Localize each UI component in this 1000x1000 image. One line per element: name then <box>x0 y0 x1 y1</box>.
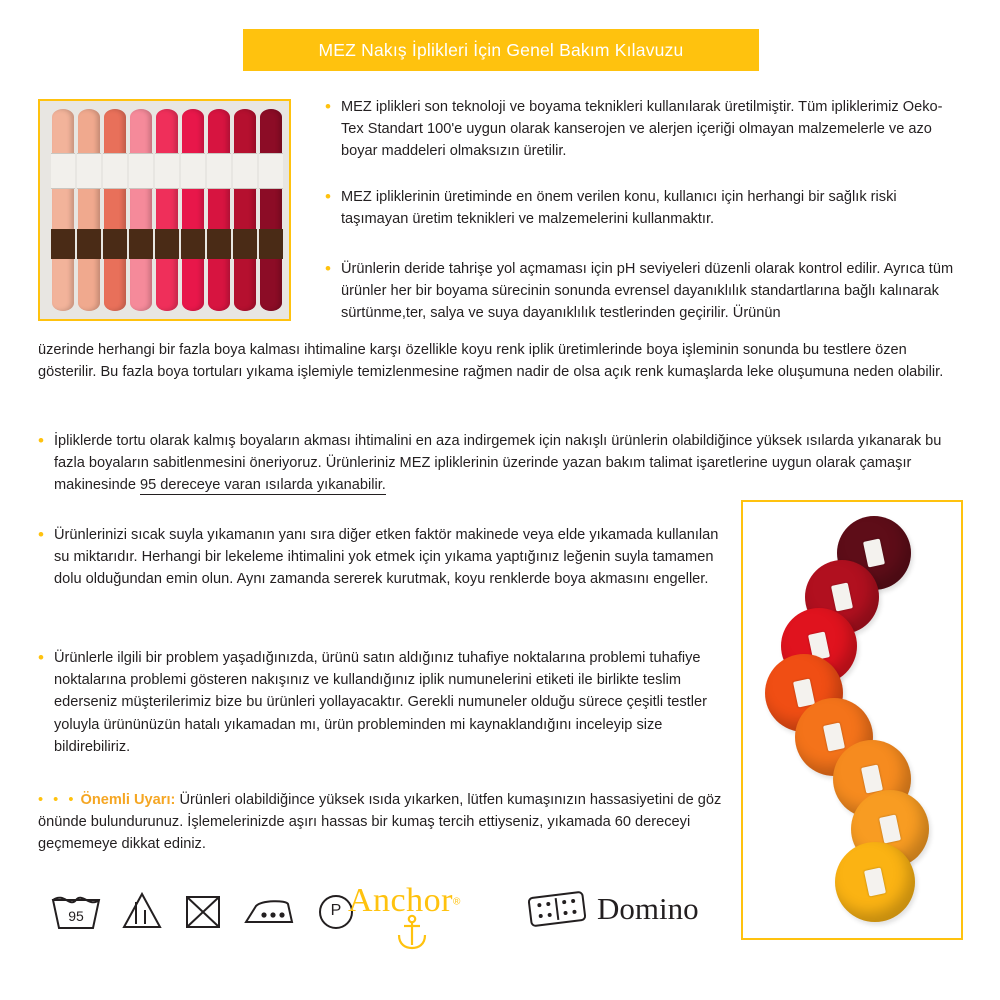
paragraph-6 <box>38 647 728 773</box>
paragraph-4-underlined-text: 95 dereceye varan ısılarda yıkanabilir. <box>140 477 386 494</box>
paragraph-3-text: Ürünlerin deride tahrişe yol açmaması için pH seviyeleri düzenli olarak kontrol edilir. Ayrıca tüm ürünler her bir boyama sürecinin sonunda evrensel dayanıklılık standartlarına bağlı kalınarak sürtünme,ter, salya ve suya dayanıklılık testlerinden geçirilir. Ürünün <box>341 261 954 322</box>
paragraph-6-text: Ürünlerle ilgili bir problem yaşadığınızda, ürünü satın aldığınız tuhafiye noktalarına problemi tuhafiye noktalarına problemi gösteren nakışınız ve kullandığınız iplik numunelerini etiketi ile birlikte teslim ederseniz müşterilerimiz bize bu ürünleri yollayacaktır. Gerekli numuneler olduğu sürece çeşitli testler yoluyla ürününüzün hatalı yıkamadan mı, ürün probleminden mi kaynaklandığını inceleyip size bildirebiliriz. <box>54 650 707 755</box>
paragraph-3-continued <box>38 339 963 398</box>
paragraph-2-text: MEZ ipliklerinin üretiminde en önem verilen konu, kullanıcı için herhangi bir sağlık riski taşımayan üretim teknikleri ve malzemelerini kullanmaktır. <box>341 189 897 228</box>
bullet-icon: • <box>325 259 331 278</box>
paragraph-1-body <box>325 96 963 163</box>
paragraph-2 <box>325 186 963 245</box>
paragraph-3-continued-text: üzerinde herhangi bir fazla boya kalması ihtimaline karşı özellikle koyu renk iplik üretimlerinde boya işleminin sonunda bu testlere özen gösterilir. Bu fazla boya tortuları yıkama işlemiyle temizlenmesine rağmen nadir de olsa açık renk kumaşlarda leke oluşumuna neden olabilir. <box>38 342 944 381</box>
paragraph-4-body <box>38 430 963 497</box>
page-title: MEZ Nakış İplikleri İçin Genel Bakım Kılavuzu <box>318 39 684 60</box>
paragraph-5 <box>38 524 728 606</box>
paragraph-3-body <box>325 258 963 325</box>
bullet-icon: • <box>325 97 331 116</box>
warning-dots-icon: • • • <box>38 792 77 808</box>
paragraph-1 <box>325 96 963 178</box>
header-banner <box>243 29 759 71</box>
important-warning <box>38 789 728 871</box>
registered-mark: ® <box>452 896 461 908</box>
dry-clean-letter: P <box>330 902 342 919</box>
bullet-icon: • <box>38 648 44 667</box>
domino-tile-icon <box>527 890 586 927</box>
paragraph-6-body <box>38 647 728 758</box>
paragraph-4-text: İpliklerde tortu olarak kalmış boyaların akması ihtimalini en aza indirgemek için nakışlı ürünlerin olabildiğince yüksek ısılarda yıkanarak bu fazla boyaların sabitlenmesini öneriyoruz. Ürünleriniz MEZ ipliklerinin üzerinde yazan bakım talimat işaretlerine uygun olarak çamaşır makinesinde <box>54 433 942 494</box>
paragraph-3 <box>325 258 963 340</box>
domino-brand-logo <box>529 893 699 924</box>
paragraph-5-text: Ürünlerinizi sıcak suyla yıkamanın yanı sıra diğer etken faktör makinede veya elde yıkamada kullanılan su miktarıdır. Herhangi bir lekeleme ihtimalini yok etmek için yıkama yaptığınız leğenin suyla tamamen dolu olduğundan emin olun. Aynı zamanda sererek kurutmak, koyu renklerde boya akmasını engeller. <box>54 527 719 588</box>
warning-text: Ürünleri olabildiğince yüksek ısıda yıkarken, lütfen kumaşınızın hassasiyetini de göz önünde bulundurunuz. İşlemelerinizde aşırı hassas bir kumaş tercih ettiyseniz, yıkamada 60 dereceyi geçmemeye dikkat ediniz. <box>38 792 722 853</box>
embroidery-thread-skeins-photo <box>38 99 291 321</box>
iron-high-symbol <box>242 888 296 937</box>
paragraph-1-text: MEZ iplikleri son teknoloji ve boyama teknikleri kullanılarak üretilmiştir. Tüm ipliklerimiz Oeko-Tex Standart 100'e uygun olarak kanserojen ve alerjen içeriği olmayan malzemelerle ve azo boyar maddeleri olmaksızın üretilir. <box>341 99 943 160</box>
paragraph-2-body <box>325 186 963 230</box>
thread-balls-photo <box>741 500 963 940</box>
bullet-icon: • <box>325 187 331 206</box>
wash-95-symbol <box>50 888 102 937</box>
domino-brand-name: Domino <box>597 891 699 926</box>
paragraph-5-body <box>38 524 728 591</box>
paragraph-4 <box>38 430 963 512</box>
bullet-icon: • <box>38 431 44 450</box>
anchor-icon <box>392 912 432 952</box>
bleach-not-chlorine-symbol <box>120 888 164 937</box>
anchor-brand-name: Anchor <box>348 882 453 919</box>
bullet-icon: • <box>38 525 44 544</box>
do-not-tumble-dry-symbol <box>182 888 224 937</box>
warning-label: Önemli Uyarı: <box>80 792 176 808</box>
important-warning-body <box>38 789 728 856</box>
wash-temperature-label: 95 <box>68 908 84 924</box>
anchor-brand-logo <box>348 884 498 956</box>
care-symbols-row <box>50 888 358 937</box>
